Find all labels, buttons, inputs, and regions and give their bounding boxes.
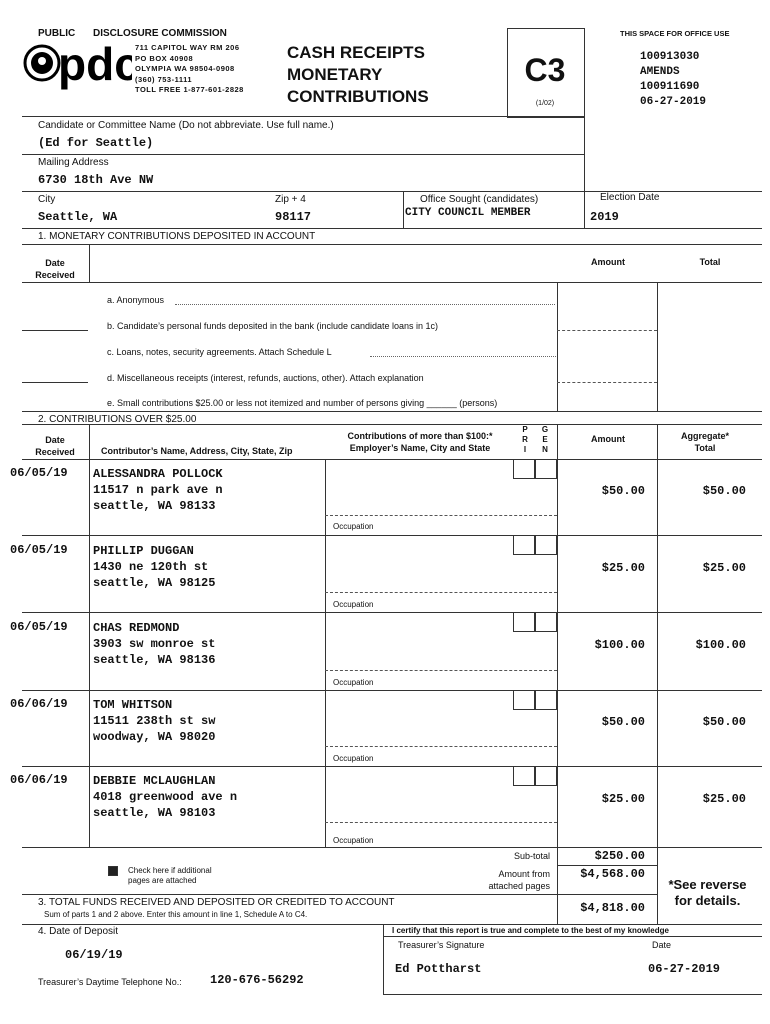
contributor-block	[93, 466, 223, 514]
treasurer-signature: Ed Pottharst	[395, 962, 482, 976]
form-title	[287, 42, 429, 108]
contributor-address: 4018 greenwood ave n	[93, 790, 238, 804]
mailing-address-label: Mailing Address	[38, 157, 109, 168]
office-use-label: THIS SPACE FOR OFFICE USE	[620, 29, 730, 38]
contributor-block	[93, 773, 237, 821]
contributor-city: woodway, WA 98020	[93, 730, 216, 744]
office-use-line: AMENDS	[640, 66, 680, 78]
address-line: TOLL FREE 1-877-601-2828	[135, 85, 244, 94]
section1-line-d: d. Miscellaneous receipts (interest, refunds, auctions, other). Attach explanation	[107, 373, 424, 383]
general-checkbox[interactable]	[535, 612, 557, 632]
section1-amount-header: Amount	[591, 257, 625, 267]
occupation-label: Occupation	[333, 522, 374, 531]
pdc-logo-icon	[22, 40, 132, 90]
occupation-label: Occupation	[333, 754, 374, 763]
section2-aggregate-header: Aggregate* Total	[680, 431, 729, 453]
contribution-amount: $100.00	[594, 638, 645, 652]
section2-primary-header: P R I	[522, 425, 528, 454]
election-date-label: Election Date	[600, 192, 660, 203]
section2-title: 2. CONTRIBUTIONS OVER $25.00	[38, 414, 197, 425]
contributor-address: 11511 238th st sw	[93, 714, 216, 728]
phone-label: Treasurer’s Daytime Telephone No.:	[38, 977, 182, 987]
occupation-label: Occupation	[333, 678, 374, 687]
additional-pages-checkbox[interactable]	[108, 866, 118, 876]
contribution-amount: $25.00	[601, 792, 645, 806]
office-use-block	[640, 50, 706, 110]
general-checkbox[interactable]	[535, 690, 557, 710]
total-funds-label: 3. TOTAL FUNDS RECEIVED AND DEPOSITED OR CREDITED TO ACCOUNT	[38, 897, 395, 908]
form-version: (1/02)	[535, 100, 555, 107]
attached-pages-value: $4,568.00	[580, 867, 645, 881]
candidate-name-label: Candidate or Committee Name (Do not abbreviate. Use full name.)	[38, 120, 334, 131]
contribution-amount: $50.00	[601, 484, 645, 498]
contributor-name: TOM WHITSON	[93, 698, 173, 712]
contribution-amount: $25.00	[601, 561, 645, 575]
see-reverse-note: *See reverse for details.	[668, 877, 747, 908]
aggregate-total: $25.00	[702, 792, 746, 806]
total-funds-instructions: Sum of parts 1 and 2 above. Enter this amount in line 1, Schedule A to C4.	[44, 910, 308, 919]
contributor-city: seattle, WA 98125	[93, 576, 216, 590]
section1-date-header: Date Received	[35, 258, 75, 280]
contributor-name: PHILLIP DUGGAN	[93, 544, 194, 558]
additional-pages-label: Check here if additional pages are attached	[128, 866, 212, 885]
contribution-date: 06/05/19	[10, 620, 68, 634]
primary-checkbox[interactable]	[513, 535, 535, 555]
section2-employer-header: Contributions of more than $100:* Employer’s Name, City and State	[347, 431, 493, 453]
contributor-name: DEBBIE MCLAUGHLAN	[93, 774, 216, 788]
agency-name-line2: DISCLOSURE COMMISSION	[93, 28, 227, 39]
contributor-city: seattle, WA 98133	[93, 499, 216, 513]
office-sought: CITY COUNCIL MEMBER	[405, 207, 531, 219]
phone-number: 120-676-56292	[210, 973, 304, 987]
address-line: OLYMPIA WA 98504-0908	[135, 64, 235, 73]
contribution-amount: $50.00	[601, 715, 645, 729]
primary-checkbox[interactable]	[513, 459, 535, 479]
form-title-line: MONETARY	[287, 65, 383, 84]
address-line: PO BOX 40908	[135, 53, 194, 63]
contribution-date: 06/06/19	[10, 697, 68, 711]
aggregate-total: $50.00	[702, 484, 746, 498]
occupation-label: Occupation	[333, 600, 374, 609]
section2-amount-header: Amount	[591, 434, 625, 444]
signature-date: 06-27-2019	[648, 962, 721, 976]
contributor-block	[93, 620, 215, 668]
contributor-name: ALESSANDRA POLLOCK	[93, 467, 223, 481]
contributor-block	[93, 543, 215, 591]
signature-label: Treasurer’s Signature	[398, 940, 485, 950]
section1-total-header: Total	[699, 257, 721, 267]
section1-line-e: e. Small contributions $25.00 or less not itemized and number of persons giving ______ (persons)	[107, 398, 498, 408]
contributor-address: 3903 sw monroe st	[93, 637, 216, 651]
deposit-date-label: 4. Date of Deposit	[38, 926, 119, 937]
mailing-address: 6730 18th Ave NW	[38, 173, 154, 187]
section1-line-b: b. Candidate’s personal funds deposited in the bank (include candidate loans in 1c)	[107, 321, 439, 331]
attached-pages-label: Amount from attached pages	[488, 869, 550, 891]
zip-label: Zip + 4	[275, 194, 306, 205]
election-date: 2019	[590, 210, 619, 224]
general-checkbox[interactable]	[535, 535, 557, 555]
city-label: City	[38, 194, 56, 205]
office-sought-label: Office Sought (candidates)	[420, 194, 539, 205]
office-use-line: 100913030	[640, 51, 700, 63]
section1-line-a: a. Anonymous	[107, 295, 165, 305]
contributor-name: CHAS REDMOND	[93, 621, 180, 635]
general-checkbox[interactable]	[535, 766, 557, 786]
occupation-label: Occupation	[333, 836, 374, 845]
aggregate-total: $25.00	[702, 561, 746, 575]
primary-checkbox[interactable]	[513, 766, 535, 786]
office-use-line: 06-27-2019	[640, 96, 707, 108]
certify-statement: I certify that this report is true and complete to the best of my knowledge	[392, 926, 669, 935]
form-code: C3	[524, 52, 566, 88]
city: Seattle, WA	[38, 210, 118, 224]
form-title-line: CONTRIBUTIONS	[287, 87, 429, 106]
address-line: (360) 753-1111	[135, 74, 193, 84]
zip: 98117	[275, 210, 312, 224]
primary-checkbox[interactable]	[513, 690, 535, 710]
pdc-logo	[22, 40, 132, 90]
candidate-name: (Ed for Seattle)	[38, 136, 154, 150]
section1-line-c: c. Loans, notes, security agreements. Attach Schedule L	[107, 347, 332, 357]
general-checkbox[interactable]	[535, 459, 557, 479]
contribution-date: 06/05/19	[10, 543, 68, 557]
subtotal-label: Sub-total	[513, 851, 550, 861]
aggregate-total: $50.00	[702, 715, 746, 729]
contributor-city: seattle, WA 98103	[93, 806, 216, 820]
section2-date-header: Date Received	[35, 435, 75, 457]
section2-general-header: G E N	[541, 425, 549, 454]
address-line: 711 CAPITOL WAY RM 206	[135, 43, 240, 52]
aggregate-total: $100.00	[695, 638, 746, 652]
primary-checkbox[interactable]	[513, 612, 535, 632]
agency-address	[135, 43, 244, 96]
section2-contributor-header: Contributor’s Name, Address, City, State, Zip	[101, 446, 293, 456]
deposit-date: 06/19/19	[65, 948, 123, 962]
section1-title: 1. MONETARY CONTRIBUTIONS DEPOSITED IN ACCOUNT	[38, 231, 316, 242]
logo-text: pdc	[58, 40, 132, 90]
contributor-city: seattle, WA 98136	[93, 653, 216, 667]
subtotal-value: $250.00	[594, 849, 645, 863]
contribution-date: 06/05/19	[10, 466, 68, 480]
contributor-block	[93, 697, 215, 745]
agency-name-line1: PUBLIC	[38, 28, 76, 39]
contributor-address: 11517 n park ave n	[93, 483, 223, 497]
total-funds-value: $4,818.00	[580, 901, 645, 915]
signature-date-label: Date	[652, 940, 672, 950]
contribution-date: 06/06/19	[10, 773, 68, 787]
contributor-address: 1430 ne 120th st	[93, 560, 209, 574]
office-use-line: 100911690	[640, 81, 700, 93]
form-title-line: CASH RECEIPTS	[287, 43, 425, 62]
